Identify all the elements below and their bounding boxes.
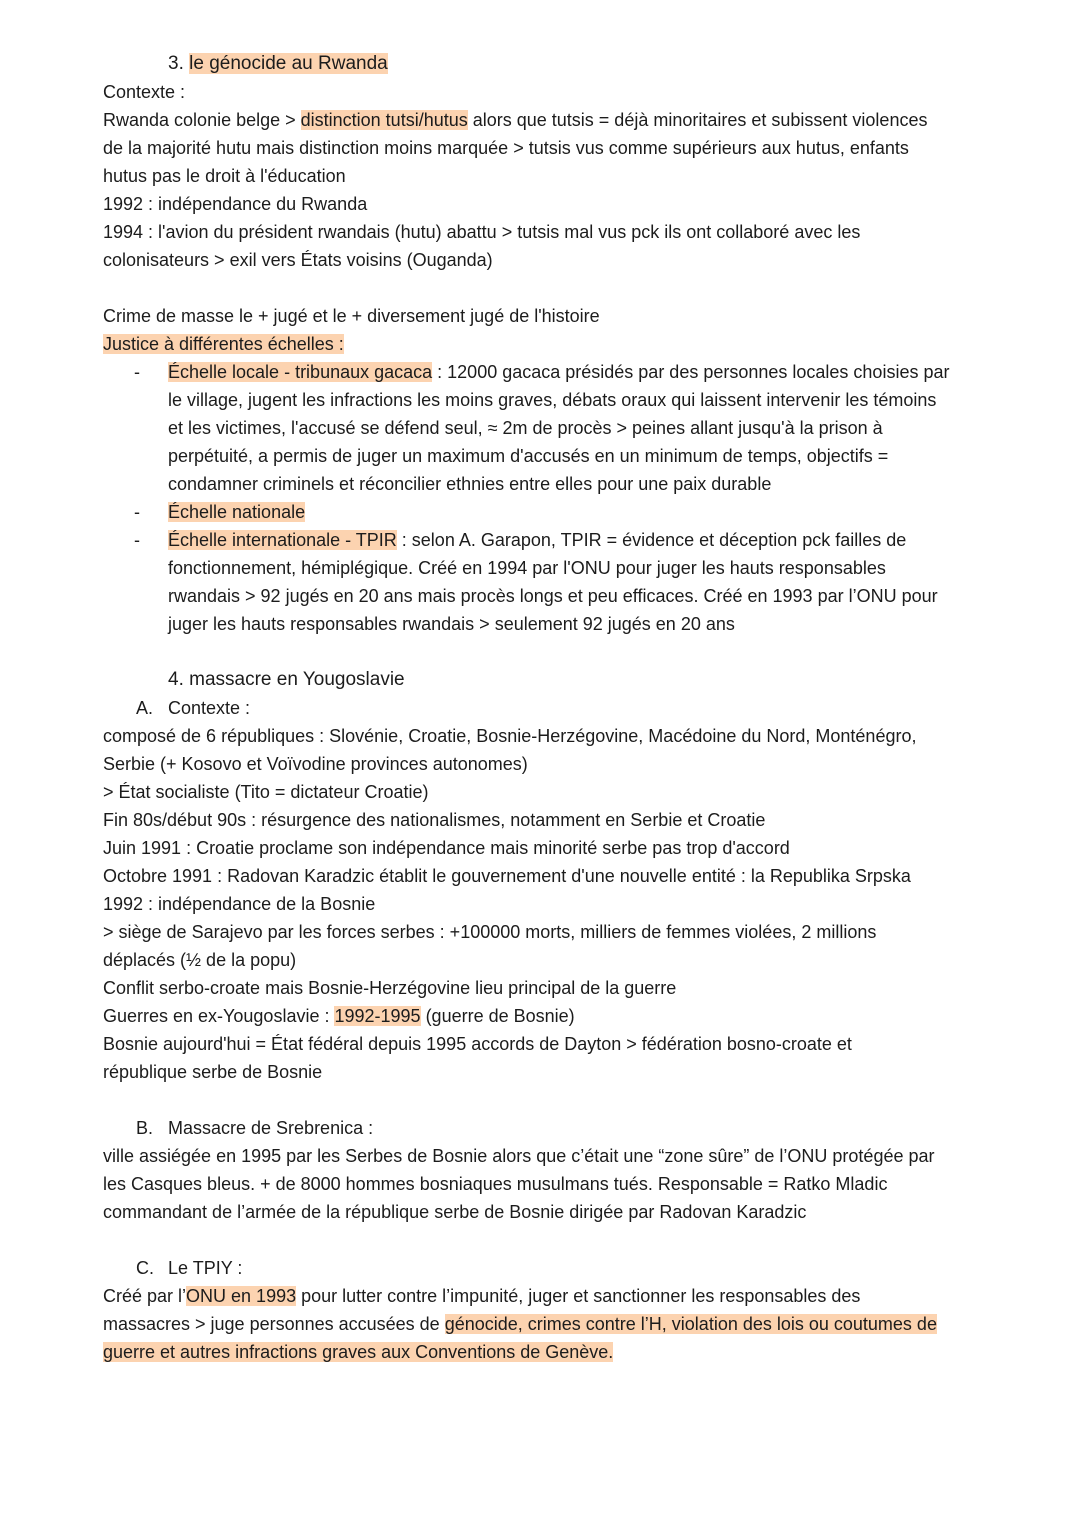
document-content (103, 50, 953, 1366)
rwanda-context-line: colonisateurs > exil vers États voisins (Ouganda) (103, 250, 493, 270)
srebrenica-line: les Casques bleus. + de 8000 hommes bosniaques musulmans tués. Responsable = Ratko Mladic (103, 1174, 888, 1194)
yougoslavie-heading-number: 4. (168, 669, 184, 690)
dash-bullet: - (134, 502, 140, 522)
dash-bullet: - (134, 362, 140, 382)
rwanda-heading (103, 50, 953, 78)
section-marker: A. (136, 698, 154, 718)
spacer (103, 1086, 953, 1114)
list-item-local-scale (103, 358, 953, 498)
section-b-heading (103, 1114, 953, 1142)
highlighted-text: ONU en 1993 (186, 1286, 297, 1306)
justice-heading (103, 330, 953, 358)
highlighted-text: distinction tutsi/hutus (300, 110, 468, 130)
yougoslavie-context-line: Bosnie aujourd'hui = État fédéral depuis 1995 accords de Dayton > fédération bosno-croate et (103, 1034, 852, 1054)
spacer (103, 1226, 953, 1254)
text-run: Guerres en ex-Yougoslavie : (103, 1006, 335, 1026)
tpiy-line (103, 1338, 953, 1366)
section-c-heading (103, 1254, 953, 1282)
text-run: massacres > juge personnes accusées de (103, 1314, 445, 1334)
yougoslavie-context-line: > siège de Sarajevo par les forces serbes : +100000 morts, milliers de femmes violées, 2 millions (103, 922, 877, 942)
highlighted-text: génocide, crimes contre l’H, violation des lois ou coutumes de (444, 1314, 937, 1334)
yougoslavie-context-line: Fin 80s/début 90s : résurgence des nationalismes, notamment en Serbie et Croatie (103, 810, 766, 830)
rwanda-crime-line: Crime de masse le + jugé et le + diversement jugé de l'histoire (103, 306, 600, 326)
section-marker: C. (136, 1258, 154, 1278)
spacer (103, 274, 953, 302)
text-run: alors que tutsis = déjà minoritaires et subissent violences (467, 110, 928, 130)
highlighted-text: guerre et autres infractions graves aux Conventions de Genève. (103, 1342, 614, 1362)
dash-bullet: - (134, 530, 140, 550)
tpiy-line (103, 1282, 953, 1310)
rwanda-heading-title: le génocide au Rwanda (189, 53, 388, 74)
highlighted-text: Échelle locale - tribunaux gacaca (168, 362, 433, 382)
list-item-text: et les victimes, l'accusé se défend seul, ≈ 2m de procès > peines allant jusqu'à la prison à (168, 418, 883, 438)
srebrenica-line: ville assiégée en 1995 par les Serbes de Bosnie alors que c’était une “zone sûre” de l’ONU protégée par (103, 1146, 935, 1166)
text-run: pour lutter contre l’impunité, juger et sanctionner les responsables des (296, 1286, 861, 1306)
yougoslavie-context-line: Octobre 1991 : Radovan Karadzic établit le gouvernement d'une nouvelle entité : la Republika Srpska (103, 866, 911, 886)
yougoslavie-context-line: Serbie (+ Kosovo et Voïvodine provinces autonomes) (103, 754, 528, 774)
justice-scales-list (103, 358, 953, 638)
srebrenica-line: commandant de l’armée de la république serbe de Bosnie dirigée par Radovan Karadzic (103, 1202, 807, 1222)
list-item-text: le village, jugent les infractions les moins graves, débats oraux qui laissent intervenir les témoins (168, 390, 937, 410)
list-item-text: juger les hauts responsables rwandais > seulement 92 jugés en 20 ans (168, 614, 735, 634)
yougoslavie-heading-title: massacre en Yougoslavie (189, 669, 405, 690)
highlighted-text: Échelle nationale (168, 502, 306, 522)
text-run: (guerre de Bosnie) (420, 1006, 575, 1026)
yougoslavie-context-line: > État socialiste (Tito = dictateur Croatie) (103, 782, 429, 802)
rwanda-context-line: de la majorité hutu mais distinction moins marquée > tutsis vus comme supérieurs aux hutus, enfants (103, 138, 909, 158)
rwanda-context-line: 1992 : indépendance du Rwanda (103, 194, 368, 214)
section-a-heading (103, 694, 953, 722)
tpiy-line (103, 1310, 953, 1338)
rwanda-heading-number: 3. (168, 53, 184, 74)
highlighted-text: Échelle internationale - TPIR (168, 530, 397, 550)
list-item-text: fonctionnement, hémiplégique. Créé en 1994 par l'ONU pour juger les hauts responsables (168, 558, 886, 578)
section-title: Le TPIY : (168, 1258, 243, 1278)
text-run: Créé par l’ (103, 1286, 187, 1306)
text-run: : selon A. Garapon, TPIR = évidence et déception pck failles de (396, 530, 907, 550)
rwanda-context-line: hutus pas le droit à l'éducation (103, 166, 346, 186)
yougoslavie-context-line: déplacés (½ de la popu) (103, 950, 297, 970)
rwanda-context-label: Contexte : (103, 82, 186, 102)
list-item-national-scale (103, 498, 953, 526)
list-item-text: rwandais > 92 jugés en 20 ans mais procès longs et peu efficaces. Créé en 1993 par l’ONU pour (168, 586, 938, 606)
section-title: Contexte : (168, 698, 251, 718)
text-run: Rwanda colonie belge > (103, 110, 301, 130)
yougoslavie-context-line: Juin 1991 : Croatie proclame son indépendance mais minorité serbe pas trop d'accord (103, 838, 790, 858)
yougoslavie-context-line: république serbe de Bosnie (103, 1062, 323, 1082)
rwanda-context-line (103, 106, 953, 134)
yougoslavie-context-line: 1992 : indépendance de la Bosnie (103, 894, 376, 914)
highlighted-text: Justice à différentes échelles : (103, 334, 344, 354)
section-title: Massacre de Srebrenica : (168, 1118, 374, 1138)
section-marker: B. (136, 1118, 154, 1138)
rwanda-context-line: 1994 : l'avion du président rwandais (hutu) abattu > tutsis mal vus pck ils ont collaboré avec les (103, 222, 861, 242)
spacer (103, 638, 953, 666)
list-item-text: condamner criminels et réconcilier ethnies entre elles pour une paix durable (168, 474, 772, 494)
list-item-international-scale (103, 526, 953, 638)
list-item-text: perpétuité, a permis de juger un maximum d'accusés en un minimum de temps, objectifs = (168, 446, 889, 466)
text-run: : 12000 gacaca présidés par des personnes locales choisies par (432, 362, 950, 382)
yougoslavie-context-line: composé de 6 républiques : Slovénie, Croatie, Bosnie-Herzégovine, Macédoine du Nord, Monténégro, (103, 726, 917, 746)
yougoslavie-context-line: Conflit serbo-croate mais Bosnie-Herzégovine lieu principal de la guerre (103, 978, 677, 998)
yougoslavie-context-line (103, 1002, 953, 1030)
highlighted-text: 1992-1995 (334, 1006, 421, 1026)
yougoslavie-heading (103, 666, 953, 694)
